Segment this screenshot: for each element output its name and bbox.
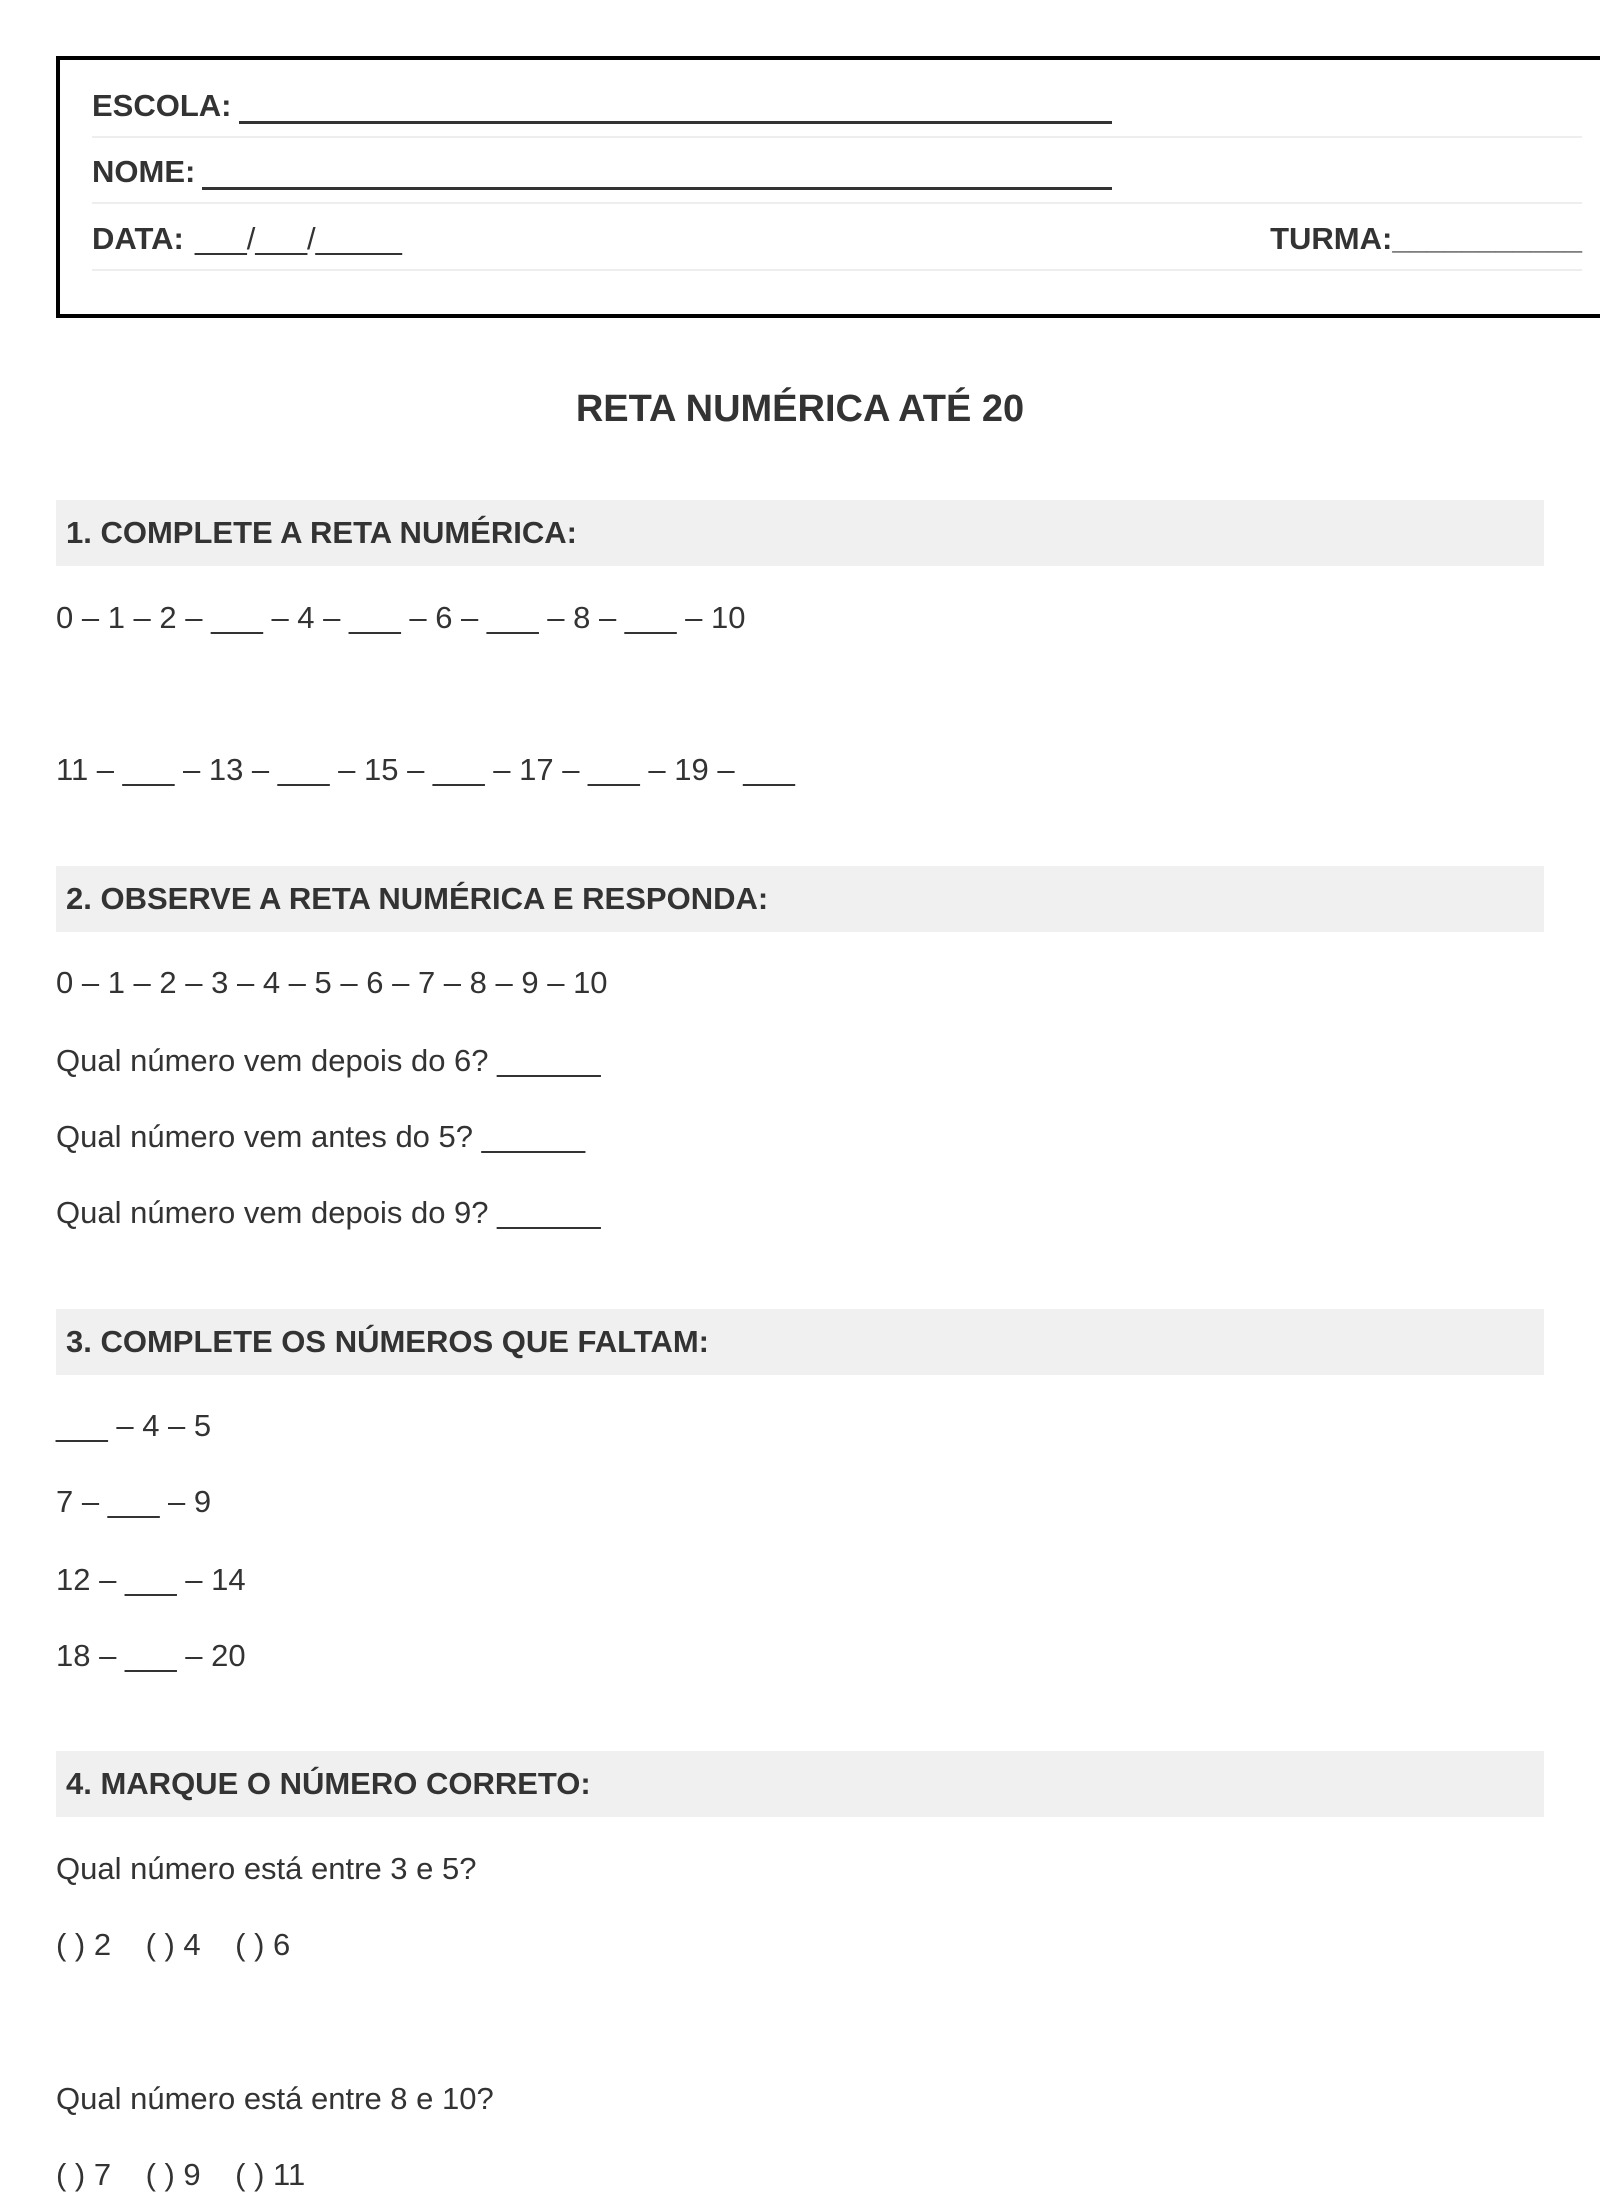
section-1-line-2: 11 – ___ – 13 – ___ – 15 – ___ – 17 – ___ – 19 – ___	[56, 752, 795, 787]
section-1-line-1: 0 – 1 – 2 – ___ – 4 – ___ – 6 – ___ – 8 – ___ – 10	[56, 600, 746, 635]
section-4-options-1: ( ) 2 ( ) 4 ( ) 6	[56, 1927, 291, 1962]
turma-field[interactable]: TURMA:___________	[1270, 221, 1582, 256]
escola-field[interactable]	[239, 121, 1112, 124]
data-field[interactable]: ___/___/_____	[195, 221, 402, 256]
data-label: DATA:	[92, 221, 184, 256]
section-2-question-2: Qual número vem antes do 5? ______	[56, 1119, 586, 1154]
escola-label: ESCOLA:	[92, 88, 232, 123]
section-4-question-2: Qual número está entre 8 e 10?	[56, 2081, 494, 2116]
escola-row	[92, 70, 1582, 138]
page-title: RETA NUMÉRICA ATÉ 20	[575, 388, 1025, 430]
section-2-line-1: 0 – 1 – 2 – 3 – 4 – 5 – 6 – 7 – 8 – 9 – 10	[56, 965, 608, 1000]
section-2-heading: 2. OBSERVE A RETA NUMÉRICA E RESPONDA:	[56, 866, 1544, 932]
nome-row	[92, 136, 1582, 204]
section-4-question-1: Qual número está entre 3 e 5?	[56, 1851, 477, 1886]
nome-field[interactable]	[202, 187, 1112, 190]
section-2-question-1: Qual número vem depois do 6? ______	[56, 1043, 601, 1078]
section-4-options-2: ( ) 7 ( ) 9 ( ) 11	[56, 2157, 306, 2192]
section-2-question-3: Qual número vem depois do 9? ______	[56, 1195, 601, 1230]
section-1-heading: 1. COMPLETE A RETA NUMÉRICA:	[56, 500, 1544, 566]
section-3-heading: 3. COMPLETE OS NÚMEROS QUE FALTAM:	[56, 1309, 1544, 1375]
student-info-box	[56, 56, 1600, 318]
data-turma-row	[92, 203, 1582, 271]
section-3-line-3: 12 – ___ – 14	[56, 1562, 246, 1597]
section-3-line-4: 18 – ___ – 20	[56, 1638, 246, 1673]
section-3-line-2: 7 – ___ – 9	[56, 1484, 212, 1519]
nome-label: NOME:	[92, 154, 196, 189]
section-4-heading: 4. MARQUE O NÚMERO CORRETO:	[56, 1751, 1544, 1817]
section-3-line-1: ___ – 4 – 5	[56, 1408, 212, 1443]
